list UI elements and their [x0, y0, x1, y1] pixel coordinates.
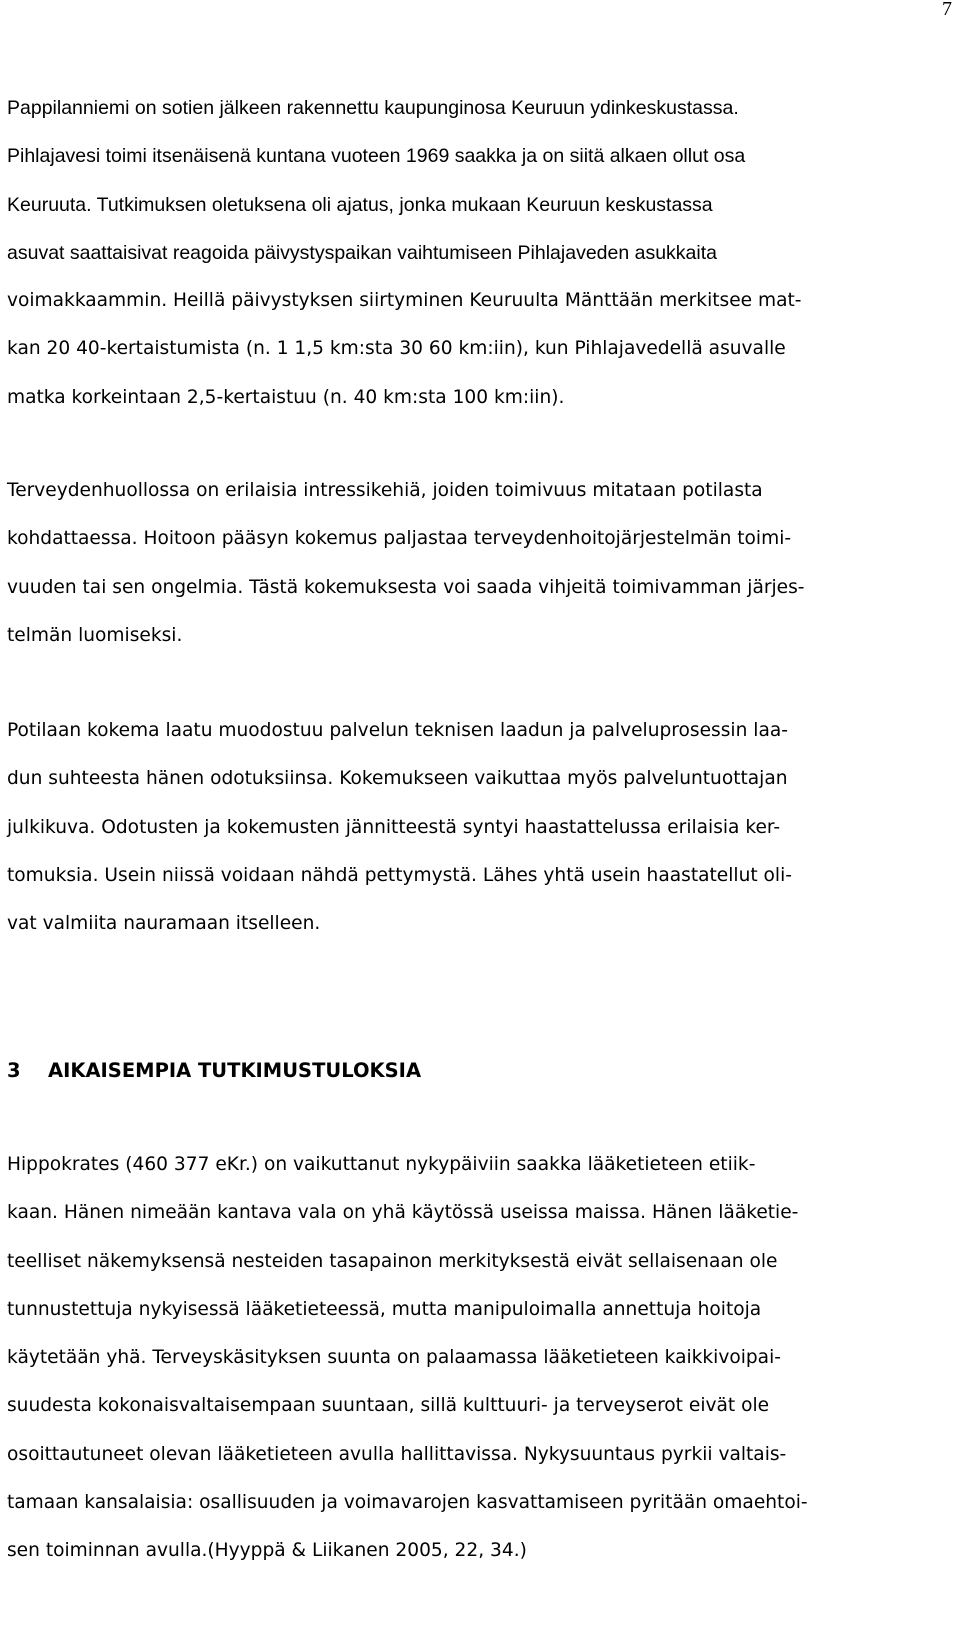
page-number: 7	[942, 0, 952, 20]
paragraph-line: osoittautuneet olevan lääketieteen avulla hallittavissa. Nykysuuntaus pyrkii valtais-	[7, 1443, 787, 1465]
paragraph-line: Terveydenhuollossa on erilaisia intressikehiä, joiden toimivuus mitataan potilasta	[7, 480, 763, 501]
paragraph-line: vat valmiita nauramaan itselleen.	[7, 913, 321, 935]
paragraph-line: teelliset näkemyksensä nesteiden tasapainon merkityksestä eivät sellaisenaan ole	[7, 1250, 778, 1272]
paragraph-line: Pihlajavesi toimi itsenäisenä kuntana vuoteen 1969 saakka ja on siitä alkaen ollut osa	[7, 145, 746, 168]
paragraph-terveydenhuolto	[7, 467, 952, 660]
paragraph-line: kohdattaessa. Hoitoon pääsyn kokemus paljastaa terveydenhoitojärjestelmän toimi-	[7, 528, 792, 550]
paragraph-line: telmän luomiseksi.	[7, 624, 183, 646]
section-heading	[7, 1047, 421, 1095]
paragraph-line: voimakkaammin. Heillä päivystyksen siirtyminen Keuruulta Mänttään merkitsee mat-	[7, 290, 802, 312]
paragraph-line: Keuruuta. Tutkimuksen oletuksena oli ajatus, jonka mukaan Keuruun keskustassa	[7, 193, 713, 216]
paragraph-line: kaan. Hänen nimeään kantava vala on yhä käytössä useissa maissa. Hänen lääketie-	[7, 1202, 799, 1224]
paragraph-line: kan 20 40-kertaistumista (n. 1 1,5 km:sta 30 60 km:iin), kun Pihlajavedellä asuvalle	[7, 338, 786, 360]
paragraph-line: julkikuva. Odotusten ja kokemusten jännitteestä syntyi haastattelussa erilaisia ker-	[7, 816, 781, 838]
paragraph-line: Potilaan kokema laatu muodostuu palvelun teknisen laadun ja palveluprosessin laa-	[7, 720, 788, 741]
paragraph-line: suudesta kokonaisvaltaisempaan suuntaan, sillä kulttuuri- ja terveyserot eivät ole	[7, 1395, 770, 1417]
paragraph-potilaan-laatu	[7, 707, 952, 948]
paragraph-line: tomuksia. Usein niissä voidaan nähdä pettymystä. Lähes yhtä usein haastatellut oli-	[7, 864, 792, 886]
paragraph-hippokrates	[7, 1141, 952, 1576]
paragraph-line: dun suhteesta hänen odotuksiinsa. Kokemukseen vaikuttaa myös palveluntuottajan	[7, 768, 788, 790]
paragraph-line: käytetään yhä. Terveyskäsityksen suunta on palaamassa lääketieteen kaikkivoipai-	[7, 1347, 781, 1369]
paragraph-line: matka korkeintaan 2,5-kertaistuu (n. 40 km:sta 100 km:iin).	[7, 386, 565, 408]
paragraph-line: Pappilanniemi on sotien jälkeen rakennettu kaupunginosa Keuruun ydinkeskustassa.	[7, 97, 739, 119]
paragraph-line: vuuden tai sen ongelmia. Tästä kokemuksesta voi saada vihjeitä toimivamman järjes-	[7, 576, 805, 598]
section-title: AIKAISEMPIA TUTKIMUSTULOKSIA	[48, 1059, 422, 1082]
paragraph-line: tunnustettuja nykyisessä lääketieteessä, mutta manipuloimalla annettuja hoitoja	[7, 1298, 762, 1320]
paragraph-line: tamaan kansalaisia: osallisuuden ja voimavarojen kasvattamiseen pyritään omaehtoi-	[7, 1492, 808, 1514]
section-number: 3	[7, 1059, 21, 1082]
paragraph-line: asuvat saattaisivat reagoida päivystyspaikan vaihtumiseen Pihlajaveden asukkaita	[7, 241, 717, 264]
paragraph-pappilanniemi	[7, 84, 952, 422]
paragraph-line: sen toiminnan avulla.(Hyyppä & Liikanen 2005, 22, 34.)	[7, 1540, 527, 1562]
paragraph-line: Hippokrates (460 377 eKr.) on vaikuttanut nykypäiviin saakka lääketieteen etiik-	[7, 1154, 756, 1175]
